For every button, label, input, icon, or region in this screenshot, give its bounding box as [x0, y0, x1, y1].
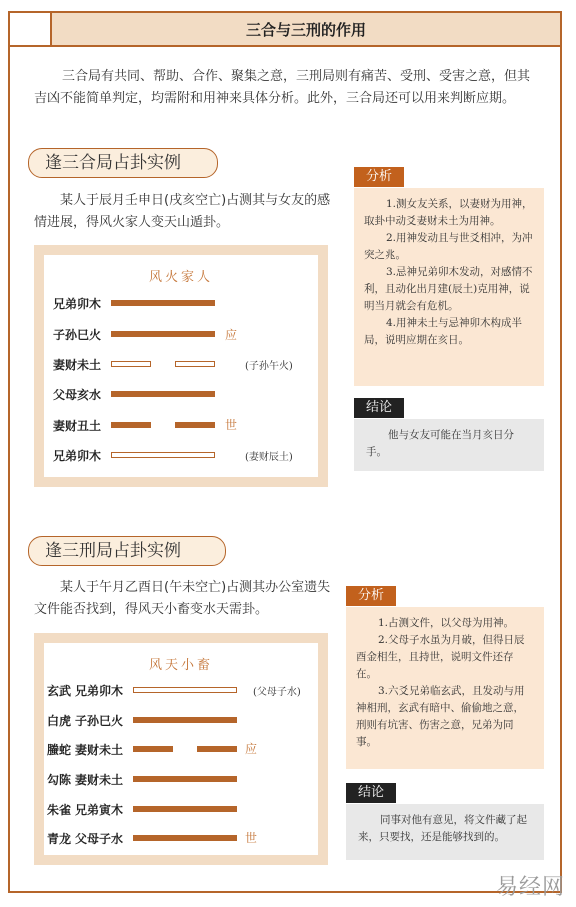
analysis-item: 3.忌神兄弟卯木发动，对感情不利，且动化出月建(辰土)克用神，说明当月就会有危机。 — [364, 266, 533, 312]
line-label: 兄弟寅木 — [75, 803, 124, 817]
page-title: 三合与三刑的作用 — [245, 21, 366, 39]
analysis1-tag: 分析 — [354, 167, 404, 187]
corner-box — [8, 11, 52, 47]
spirit-label: 白虎 — [47, 714, 72, 728]
analysis-item: 1.占测文件，以父母为用神。 — [378, 617, 515, 629]
spirit-label: 螣蛇 — [47, 743, 72, 757]
conclusion2-tag: 结论 — [346, 783, 396, 803]
conclusion-text: 他与女友可能在当月亥日分手。 — [366, 429, 514, 458]
conclusion1-panel — [354, 419, 544, 471]
spirit-label: 勾陈 — [47, 773, 72, 787]
line-label: 子孙巳火 — [75, 714, 124, 728]
changed-line-note: (子孙午火) — [245, 361, 293, 372]
ying-mark: 应 — [225, 328, 238, 342]
yang-line — [133, 835, 237, 841]
site-logo: 易经网 — [496, 875, 566, 900]
hexagram1-title: 风火家人 — [148, 270, 213, 285]
analysis1-panel — [354, 188, 544, 386]
moving-yang-line — [133, 687, 237, 693]
line-label: 妻财未土 — [75, 743, 124, 757]
spirit-label: 青龙 — [47, 832, 72, 846]
moving-yang-line — [111, 452, 215, 458]
analysis-item: 2.用神发动且与世爻相冲，为冲突之兆。 — [364, 232, 533, 261]
line-label: 妻财未土 — [53, 358, 102, 372]
line-label: 妻财未土 — [75, 773, 124, 787]
line-label: 兄弟卯木 — [53, 449, 102, 463]
line-label: 兄弟卯木 — [53, 297, 102, 311]
section1-body: 某人于辰月壬申日(戌亥空亡)占测其与女友的感情进展，得风火家人变天山遁卦。 — [34, 193, 331, 230]
conclusion1-tag: 结论 — [354, 398, 404, 418]
ying-mark: 应 — [245, 742, 258, 756]
line-label: 子孙巳火 — [53, 328, 102, 342]
line-label: 兄弟卯木 — [75, 684, 124, 698]
analysis2-panel — [346, 607, 544, 769]
section1-heading: 逢三合局占卦实例 — [28, 148, 218, 178]
yang-line — [133, 776, 237, 782]
section2-heading: 逢三刑局占卦实例 — [28, 536, 226, 566]
analysis-item: 2.父母子水虽为月破，但得日辰酉金相生，且持世，说明文件还存在。 — [356, 634, 525, 680]
moving-yin-right — [175, 361, 215, 367]
yin-right — [197, 746, 237, 752]
yin-right — [175, 422, 215, 428]
yang-line — [111, 331, 215, 337]
shi-mark: 世 — [225, 418, 238, 432]
moving-yin-left — [111, 361, 151, 367]
yang-line — [133, 717, 237, 723]
yang-line — [111, 391, 215, 397]
conclusion2-panel — [346, 804, 544, 860]
analysis-item: 4.用神未土与忌神卯木构成半局，说明应期在亥日。 — [364, 317, 523, 346]
analysis2-tag: 分析 — [346, 586, 396, 606]
shi-mark: 世 — [245, 831, 258, 845]
yin-left — [133, 746, 173, 752]
line-label: 父母亥水 — [53, 388, 102, 402]
spirit-label: 朱雀 — [47, 803, 72, 817]
line-label: 妻财丑土 — [53, 419, 102, 433]
analysis-item: 3.六爻兄弟临玄武，且发动与用神相刑，玄武有暗中、偷偷地之意，刑则有坑害、伤害之意，兄弟为同事。 — [356, 685, 525, 748]
changed-line-note: (父母子水) — [253, 687, 301, 698]
line-label: 父母子水 — [75, 832, 124, 846]
yin-left — [111, 422, 151, 428]
section2-body: 某人于午月乙酉日(午未空亡)占测其办公室遗失文件能否找到，得风天小畜变水天需卦。 — [34, 580, 331, 617]
yang-line — [133, 806, 237, 812]
analysis-item: 1.测女友关系，以妻财为用神，取卦中动爻妻财未土为用神。 — [364, 198, 533, 227]
intro-paragraph: 三合局有共同、帮助、合作、聚集之意，三刑局则有痛苦、受刑、受害之意，但其吉凶不能简单判定，均需附和用神来具体分析。此外，三合局还可以用来判断应期。 — [34, 69, 531, 106]
yang-line — [111, 300, 215, 306]
changed-line-note: (妻财辰土) — [245, 452, 293, 463]
spirit-label: 玄武 — [47, 684, 72, 698]
conclusion-text: 同事对他有意见，将文件藏了起来，只要找，还是能够找到的。 — [358, 814, 527, 843]
hexagram2-title: 风天小畜 — [148, 658, 213, 673]
